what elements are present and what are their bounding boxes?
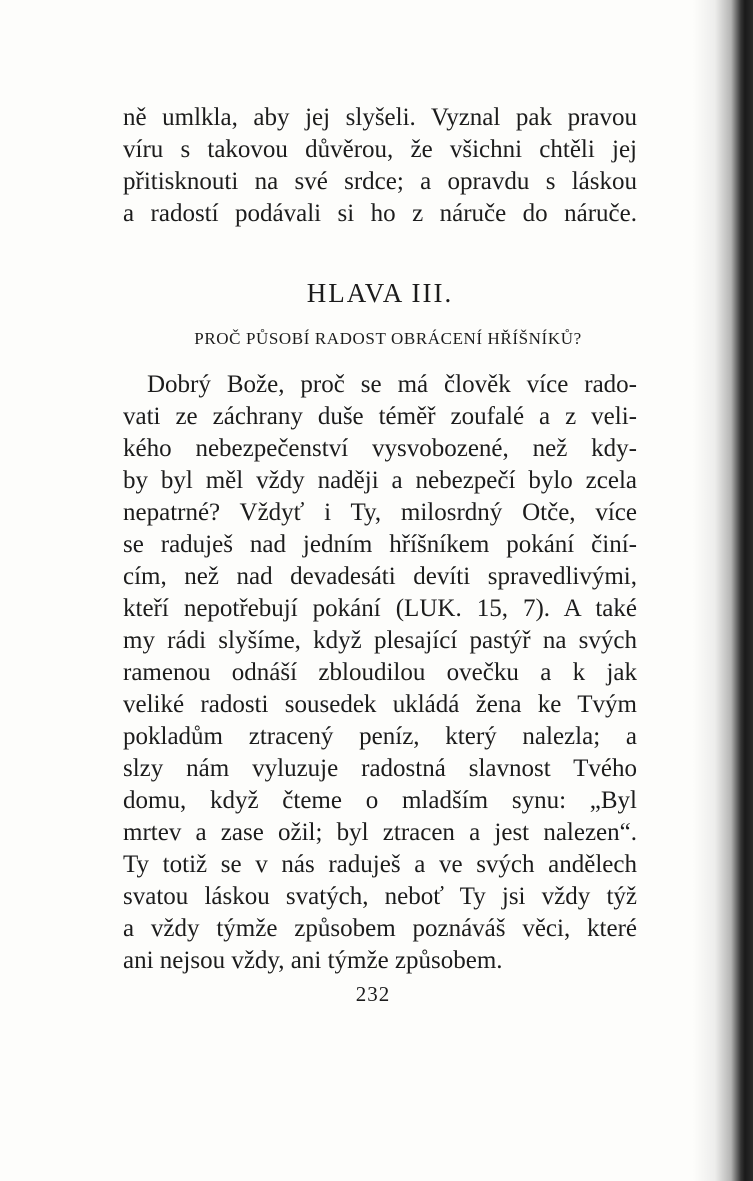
text-line: cím, než nad devadesáti devíti spravedlivými, <box>123 563 637 590</box>
page-gutter-shadow <box>693 0 753 1181</box>
page-number: 232 <box>355 982 391 1006</box>
text-line: my rádi slyšíme, když plesající pastýř na svých <box>123 627 637 654</box>
text-line: vati ze záchrany duše téměř zoufalé a z veli- <box>123 403 637 430</box>
text-line: a radostí podávali si ho z náruče do náruče. <box>123 200 637 227</box>
text-line: nepatrné? Vždyť i Ty, milosrdný Otče, více <box>123 499 637 526</box>
text-line: a vždy týmže způsobem poznáváš věci, které <box>123 915 637 942</box>
text-line: kteří nepotřebují pokání (LUK. 15, 7). A také <box>123 595 637 622</box>
text-line: ně umlkla, aby jej slyšeli. Vyznal pak pravou <box>123 104 637 131</box>
top-paragraph <box>123 102 637 230</box>
main-paragraph <box>123 369 637 977</box>
text-line: mrtev a zase ožil; byl ztracen a jest nalezen“. <box>123 819 637 846</box>
text-line: domu, když čteme o mladším synu: „Byl <box>123 787 637 814</box>
text-line: ramenou odnáší zbloudilou ovečku a k jak <box>123 659 637 686</box>
text-line: svatou láskou svatých, neboť Ty jsi vždy týž <box>123 883 637 910</box>
text-line: kého nebezpečenství vysvobozené, než kdy- <box>123 435 637 462</box>
text-line: slzy nám vyluzuje radostná slavnost Tvého <box>123 755 637 782</box>
text-line: veliké radosti sousedek ukládá žena ke Tvým <box>123 691 637 718</box>
text-line: pokladům ztracený peníz, který nalezla; a <box>123 723 637 750</box>
text-line: Dobrý Bože, proč se má člověk více rado- <box>147 371 637 398</box>
text-line: víru s takovou důvěrou, že všichni chtěli jej <box>123 136 637 163</box>
chapter-heading: HLAVA III. <box>306 278 454 308</box>
text-line: se raduješ nad jedním hříšníkem pokání činí- <box>123 531 637 558</box>
text-line: by byl měl vždy naději a nebezpečí bylo zcela <box>123 467 637 494</box>
text-line: ani nejsou vždy, ani týmže způsobem. <box>123 947 503 974</box>
text-line: Ty totiž se v nás raduješ a ve svých andělech <box>123 851 637 878</box>
text-line: přitisknouti na své srdce; a opravdu s láskou <box>123 168 637 195</box>
chapter-subtitle: PROČ PŮSOBÍ RADOST OBRÁCENÍ HŘÍŠNÍKŮ? <box>194 329 582 348</box>
